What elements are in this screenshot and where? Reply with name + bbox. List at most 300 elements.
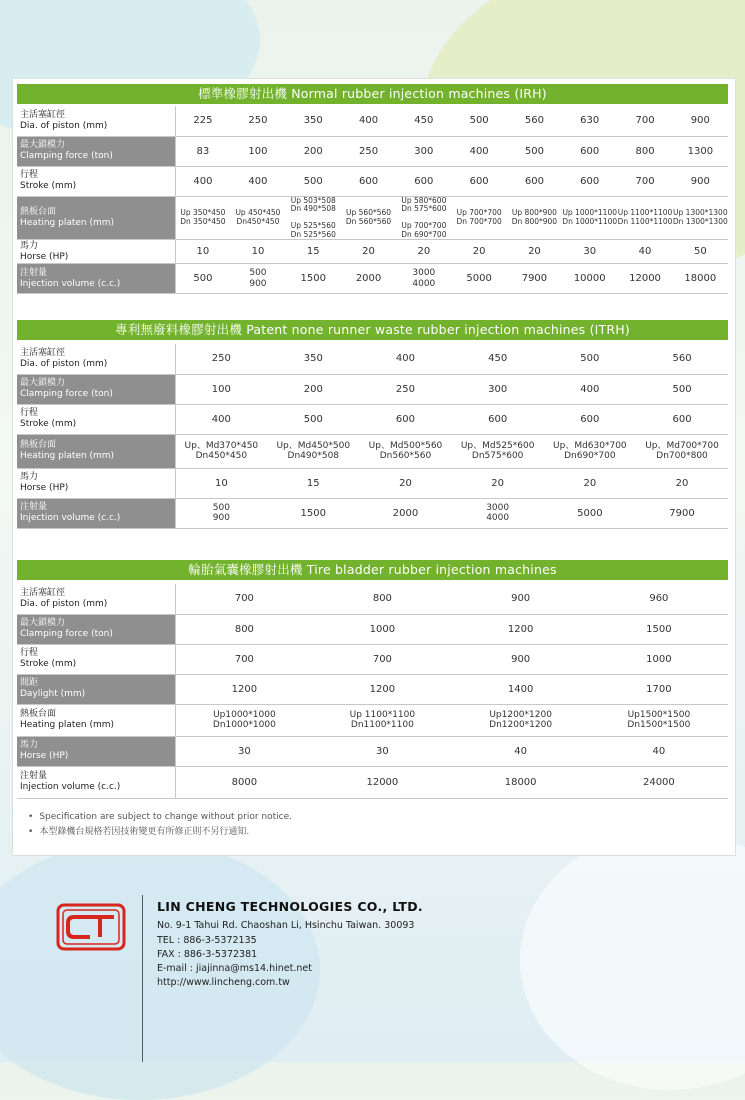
cell-text: 450: [414, 115, 434, 127]
cell-text: Up 560*560 Dn 560*560: [345, 208, 392, 226]
cell-value: [636, 468, 728, 498]
cell-value: [590, 584, 728, 614]
cell-value: [636, 498, 728, 528]
table-row: [17, 344, 728, 374]
cell-text: 20: [362, 246, 375, 257]
row-label-zh: 最大鎖模力: [20, 140, 66, 150]
cell-value: [313, 674, 451, 704]
cell-value: [451, 264, 506, 294]
row-label-en: Horse (HP): [20, 483, 69, 493]
cell-text: 30: [238, 745, 251, 757]
cell-value: [341, 166, 396, 196]
cell-value: [286, 136, 341, 166]
cell-value: [452, 584, 590, 614]
company-tel: TEL : 886-3-5372135: [157, 935, 257, 946]
cell-text: Up1000*1000 Dn1000*1000: [212, 709, 276, 730]
cell-text: 20: [417, 246, 431, 257]
cell-text: 1500: [646, 623, 672, 635]
row-label: [17, 404, 175, 434]
cell-text: 800: [635, 145, 655, 157]
cell-value: [544, 404, 636, 434]
cell-text: 700: [234, 653, 254, 665]
cell-value: [562, 166, 617, 196]
cell-value: [451, 240, 506, 264]
cell-text: 600: [580, 175, 600, 187]
cell-text: 1200: [507, 623, 534, 635]
cell-value: [175, 374, 267, 404]
row-label-en: Stroke (mm): [20, 181, 77, 191]
cell-text: 400: [211, 413, 231, 425]
cell-text: 600: [358, 175, 379, 187]
cell-value: [175, 704, 313, 736]
cell-value: [590, 766, 728, 798]
cell-value: [396, 106, 451, 136]
cell-text: 350: [303, 115, 323, 127]
cell-value: [673, 196, 728, 240]
cell-text: Up、Md525*600 Dn575*600: [460, 440, 535, 461]
cell-text: 200: [303, 145, 323, 157]
cell-value: [313, 614, 451, 644]
row-label-zh: 最大鎖模力: [20, 618, 66, 628]
table-row: [17, 264, 728, 294]
row-label-en: Dia. of piston (mm): [20, 598, 108, 609]
row-label-zh: 行程: [20, 170, 39, 180]
cell-text: Up 1100*1100 Dn 1100*1100: [617, 208, 673, 226]
cell-value: [359, 344, 451, 374]
cell-text: 900: [690, 115, 710, 127]
table-row: [17, 136, 728, 166]
company-logo: [56, 903, 126, 951]
cell-text: 1200: [369, 683, 396, 695]
company-fax: FAX : 886-3-5372381: [157, 949, 258, 960]
cell-text: 700: [234, 593, 254, 605]
cell-text: 450: [488, 353, 508, 365]
cell-value: [396, 240, 451, 264]
cell-text: 40: [514, 745, 527, 757]
cell-text: 20: [399, 477, 412, 489]
cell-text: 500: [303, 413, 323, 425]
cell-text: 10: [251, 246, 265, 257]
cell-value: [562, 106, 617, 136]
cell-value: [562, 240, 617, 264]
row-label-zh: 行程: [20, 408, 39, 418]
cell-text: 15: [306, 246, 320, 257]
row-label-en: Injection volume (c.c.): [20, 278, 121, 289]
cell-text: 300: [414, 145, 434, 157]
table-row: [17, 434, 728, 468]
cell-value: [452, 736, 590, 766]
cell-value: [452, 344, 544, 374]
cell-value: [175, 614, 313, 644]
cell-text: 2000: [355, 273, 382, 284]
row-label-zh: 主活塞缸徑: [20, 109, 66, 120]
table-row: [17, 614, 728, 644]
cell-value: [452, 704, 590, 736]
cell-value: [313, 704, 451, 736]
cell-value: [590, 674, 728, 704]
cell-value: [267, 434, 359, 468]
cell-text: 7900: [521, 273, 548, 284]
cell-text: 250: [395, 383, 416, 395]
cell-value: [175, 468, 267, 498]
cell-text: 18000: [504, 776, 537, 788]
cell-text: 2000: [392, 507, 419, 519]
cell-value: [175, 498, 267, 528]
cell-text: 20: [583, 477, 597, 489]
row-label-zh: 注射量: [20, 502, 48, 512]
cell-value: [286, 240, 341, 264]
cell-value: [451, 136, 506, 166]
cell-value: [175, 766, 313, 798]
section-title-tire: 輪胎氣囊橡膠射出機 Tire bladder rubber injection machines: [17, 560, 728, 580]
row-label-zh: 注射量: [20, 771, 48, 781]
table-row: [17, 704, 728, 736]
note-item: • Specification are subject to change without prior notice.: [28, 810, 292, 825]
cell-text: 960: [649, 593, 669, 605]
cell-text: 1500: [300, 273, 326, 284]
cell-value: [359, 434, 451, 468]
cell-text: Up 450*450 Dn450*450: [235, 208, 281, 226]
row-label-en: Clamping force (ton): [20, 151, 113, 161]
cell-value: [452, 644, 590, 674]
cell-text: 600: [488, 413, 508, 425]
cell-value: [452, 674, 590, 704]
row-label-zh: 馬力: [20, 472, 39, 482]
table-row: [17, 374, 728, 404]
cell-text: 200: [303, 383, 323, 395]
cell-value: [267, 498, 359, 528]
cell-text: 250: [248, 115, 268, 127]
cell-text: 1400: [507, 683, 534, 695]
cell-text: 500: [469, 115, 489, 127]
row-label: [17, 468, 175, 498]
cell-text: Up 1000*1100 Dn 1000*1100: [562, 208, 618, 226]
cell-value: [175, 264, 230, 294]
table-row: [17, 766, 728, 798]
cell-value: [452, 498, 544, 528]
row-label-en: Horse (HP): [20, 751, 69, 761]
cell-text: Up、Md370*450 Dn450*450: [184, 440, 259, 461]
table-row: [17, 240, 728, 264]
row-label-en: Injection volume (c.c.): [20, 513, 121, 523]
cell-text: 250: [358, 145, 379, 157]
cell-text: 10: [214, 477, 228, 489]
cell-text: Up1500*1500 Dn1500*1500: [627, 709, 691, 730]
cell-value: [175, 434, 267, 468]
row-label-en: Stroke (mm): [20, 419, 77, 429]
cell-value: [617, 240, 672, 264]
cell-value: [175, 644, 313, 674]
row-label-en: Daylight (mm): [20, 689, 86, 699]
cell-value: [562, 136, 617, 166]
cell-text: 700: [372, 653, 392, 665]
cell-value: [617, 136, 672, 166]
cell-value: [673, 106, 728, 136]
cell-text: 600: [580, 413, 600, 425]
table-row: [17, 584, 728, 614]
cell-value: [673, 240, 728, 264]
cell-value: [175, 674, 313, 704]
row-label: [17, 136, 175, 166]
cell-text: 3000 4000: [486, 502, 510, 523]
spec-table-tire: [17, 584, 728, 799]
cell-text: 225: [193, 115, 213, 127]
cell-text: 700: [635, 175, 655, 187]
cell-value: [636, 434, 728, 468]
cell-value: [175, 136, 230, 166]
note-item: • 本型錄機台規格若因技術變更有所修正則不另行通知.: [28, 825, 292, 840]
row-label: [17, 674, 175, 704]
cell-value: [175, 404, 267, 434]
cell-text: 10000: [573, 273, 606, 284]
cell-text: 400: [193, 175, 213, 187]
row-label-en: Clamping force (ton): [20, 629, 113, 639]
cell-text: 560: [672, 353, 692, 365]
cell-text: 600: [580, 145, 600, 157]
cell-text: Up 580*600 Dn 575*600 Up 700*700 Dn 690*700: [401, 196, 447, 239]
cell-value: [175, 166, 230, 196]
cell-text: 400: [248, 175, 268, 187]
table-row: [17, 674, 728, 704]
cell-text: 1200: [231, 683, 258, 695]
row-label-en: Heating platen (mm): [20, 451, 115, 461]
cell-text: 400: [395, 353, 416, 365]
table-row: [17, 644, 728, 674]
cell-value: [341, 106, 396, 136]
cell-value: [359, 468, 451, 498]
cell-text: 600: [672, 413, 692, 425]
cell-value: [507, 166, 562, 196]
row-label-en: Horse (HP): [20, 251, 69, 262]
cell-value: [451, 106, 506, 136]
cell-value: [452, 614, 590, 644]
cell-text: 400: [580, 383, 600, 395]
cell-text: 1500: [300, 507, 326, 519]
cell-text: 50: [693, 246, 707, 257]
cell-value: [359, 374, 451, 404]
cell-text: 500: [580, 353, 600, 365]
row-label: [17, 434, 175, 468]
cell-text: 600: [524, 175, 544, 187]
cell-text: 400: [469, 145, 489, 157]
cell-text: 15: [306, 477, 320, 489]
notes: [28, 810, 292, 840]
cell-value: [230, 136, 285, 166]
cell-value: [507, 136, 562, 166]
row-label: [17, 374, 175, 404]
row-label-en: Heating platen (mm): [20, 217, 115, 228]
row-label: [17, 166, 175, 196]
cell-text: 7900: [669, 507, 695, 519]
cell-value: [507, 264, 562, 294]
cell-value: [617, 196, 672, 240]
row-label-zh: 熱板台面: [20, 206, 57, 217]
cell-value: [359, 404, 451, 434]
cell-text: 18000: [684, 273, 717, 284]
cell-value: [313, 736, 451, 766]
row-label: [17, 766, 175, 798]
cell-text: 24000: [642, 776, 675, 788]
cell-value: [175, 196, 230, 240]
cell-text: 600: [395, 413, 416, 425]
cell-text: 20: [472, 246, 486, 257]
cell-value: [230, 196, 285, 240]
cell-text: 12000: [366, 776, 399, 788]
cell-value: [286, 196, 341, 240]
table-row: [17, 166, 728, 196]
cell-text: Up、Md630*700 Dn690*700: [553, 440, 627, 461]
cell-value: [544, 468, 636, 498]
spec-table-irh: [17, 106, 728, 294]
table-row: [17, 196, 728, 240]
cell-text: 1000: [369, 623, 396, 635]
cell-value: [359, 498, 451, 528]
company-name: LIN CHENG TECHNOLOGIES CO., LTD.: [157, 899, 423, 914]
cell-value: [590, 644, 728, 674]
cell-value: [175, 736, 313, 766]
cell-text: 12000: [629, 273, 661, 284]
cell-value: [230, 264, 285, 294]
cell-value: [673, 166, 728, 196]
row-label-zh: 間距: [20, 678, 39, 688]
cell-value: [636, 344, 728, 374]
cell-value: [267, 404, 359, 434]
cell-value: [617, 264, 672, 294]
cell-text: Up 1300*1300 Dn 1300*1300: [672, 208, 728, 226]
cell-text: 500 900: [212, 502, 230, 523]
cell-text: 10: [196, 246, 210, 257]
row-label-zh: 馬力: [20, 240, 39, 251]
cell-text: 8000: [231, 776, 258, 788]
cell-value: [562, 196, 617, 240]
cell-value: [636, 374, 728, 404]
row-label-en: Clamping force (ton): [20, 389, 113, 399]
row-label-zh: 注射量: [20, 267, 48, 278]
cell-text: 20: [491, 477, 505, 489]
company-website: http://www.lincheng.com.tw: [157, 977, 290, 988]
row-label: [17, 240, 175, 264]
cell-text: 300: [488, 383, 508, 395]
company-email: E-mail : jiajinna@ms14.hinet.net: [157, 963, 312, 974]
table-row: [17, 404, 728, 434]
row-label-zh: 最大鎖模力: [20, 378, 66, 388]
row-label-en: Injection volume (c.c.): [20, 782, 121, 792]
section-title-itrh: 專利無廢料橡膠射出機 Patent none runner waste rubber injection machines (ITRH): [17, 320, 728, 340]
row-label-zh: 熱板台面: [20, 709, 57, 719]
cell-value: [507, 240, 562, 264]
cell-value: [562, 264, 617, 294]
cell-value: [617, 106, 672, 136]
cell-text: 5000: [466, 273, 492, 284]
row-label: [17, 344, 175, 374]
cell-text: 1700: [646, 683, 672, 695]
cell-value: [396, 264, 451, 294]
cell-text: 83: [196, 145, 210, 157]
cell-value: [175, 584, 313, 614]
cell-value: [636, 404, 728, 434]
cell-text: 30: [376, 745, 389, 757]
cell-text: 40: [652, 745, 666, 757]
cell-value: [673, 136, 728, 166]
cell-value: [267, 374, 359, 404]
cell-text: 600: [414, 175, 434, 187]
cell-text: 900: [690, 175, 710, 187]
cell-text: Up 700*700 Dn 700*700: [456, 208, 502, 226]
cell-text: 20: [675, 477, 689, 489]
row-label-zh: 行程: [20, 648, 39, 658]
cell-value: [267, 344, 359, 374]
cell-text: 1000: [646, 653, 672, 665]
cell-text: 560: [524, 115, 544, 127]
cell-text: 1300: [687, 145, 714, 157]
cell-value: [590, 736, 728, 766]
row-label-zh: 馬力: [20, 740, 39, 750]
row-label: [17, 584, 175, 614]
row-label: [17, 498, 175, 528]
cell-value: [341, 136, 396, 166]
cell-value: [396, 196, 451, 240]
cell-text: 500: [193, 273, 213, 284]
cell-text: 700: [635, 115, 655, 127]
row-label-zh: 熱板台面: [20, 440, 57, 450]
cell-value: [590, 614, 728, 644]
cell-value: [452, 404, 544, 434]
row-label: [17, 736, 175, 766]
row-label-zh: 主活塞缸徑: [20, 347, 66, 358]
cell-text: 20: [528, 246, 541, 257]
cell-value: [396, 166, 451, 196]
row-label: [17, 614, 175, 644]
table-row: [17, 498, 728, 528]
cell-text: 630: [580, 115, 600, 127]
cell-text: 400: [358, 115, 379, 127]
cell-value: [175, 344, 267, 374]
cell-text: Up 1100*1100 Dn1100*1100: [349, 709, 416, 730]
cell-text: 500 900: [249, 268, 267, 289]
cell-text: Up、Md500*560 Dn560*560: [368, 440, 443, 461]
cell-value: [673, 264, 728, 294]
table-row: [17, 106, 728, 136]
cell-value: [267, 468, 359, 498]
row-label-zh: 主活塞缸徑: [20, 587, 66, 598]
table-row: [17, 736, 728, 766]
section-title-irh: 標準橡膠射出機 Normal rubber injection machines (IRH): [17, 84, 728, 104]
row-label: [17, 196, 175, 240]
background-shape: [520, 830, 745, 1090]
cell-value: [313, 584, 451, 614]
cell-text: Up 350*450 Dn 350*450: [180, 208, 226, 226]
cell-value: [452, 434, 544, 468]
cell-text: Up、Md700*700 Dn700*800: [645, 440, 719, 461]
cell-text: Up 503*508 Dn 490*508 Up 525*560 Dn 525*560: [290, 196, 336, 239]
cell-text: 800: [372, 593, 392, 605]
cell-value: [452, 374, 544, 404]
cell-value: [175, 240, 230, 264]
cell-value: [507, 196, 562, 240]
cell-value: [230, 240, 285, 264]
cell-text: 600: [469, 175, 489, 187]
cell-text: Up 800*900 Dn 800*900: [511, 208, 558, 226]
cell-text: 100: [211, 383, 231, 395]
row-label: [17, 644, 175, 674]
spec-table-itrh: [17, 344, 728, 529]
cell-text: Up1200*1200 Dn1200*1200: [489, 709, 553, 730]
cell-value: [507, 106, 562, 136]
cell-value: [286, 166, 341, 196]
row-label: [17, 106, 175, 136]
cell-text: 900: [511, 653, 531, 665]
cell-value: [286, 264, 341, 294]
